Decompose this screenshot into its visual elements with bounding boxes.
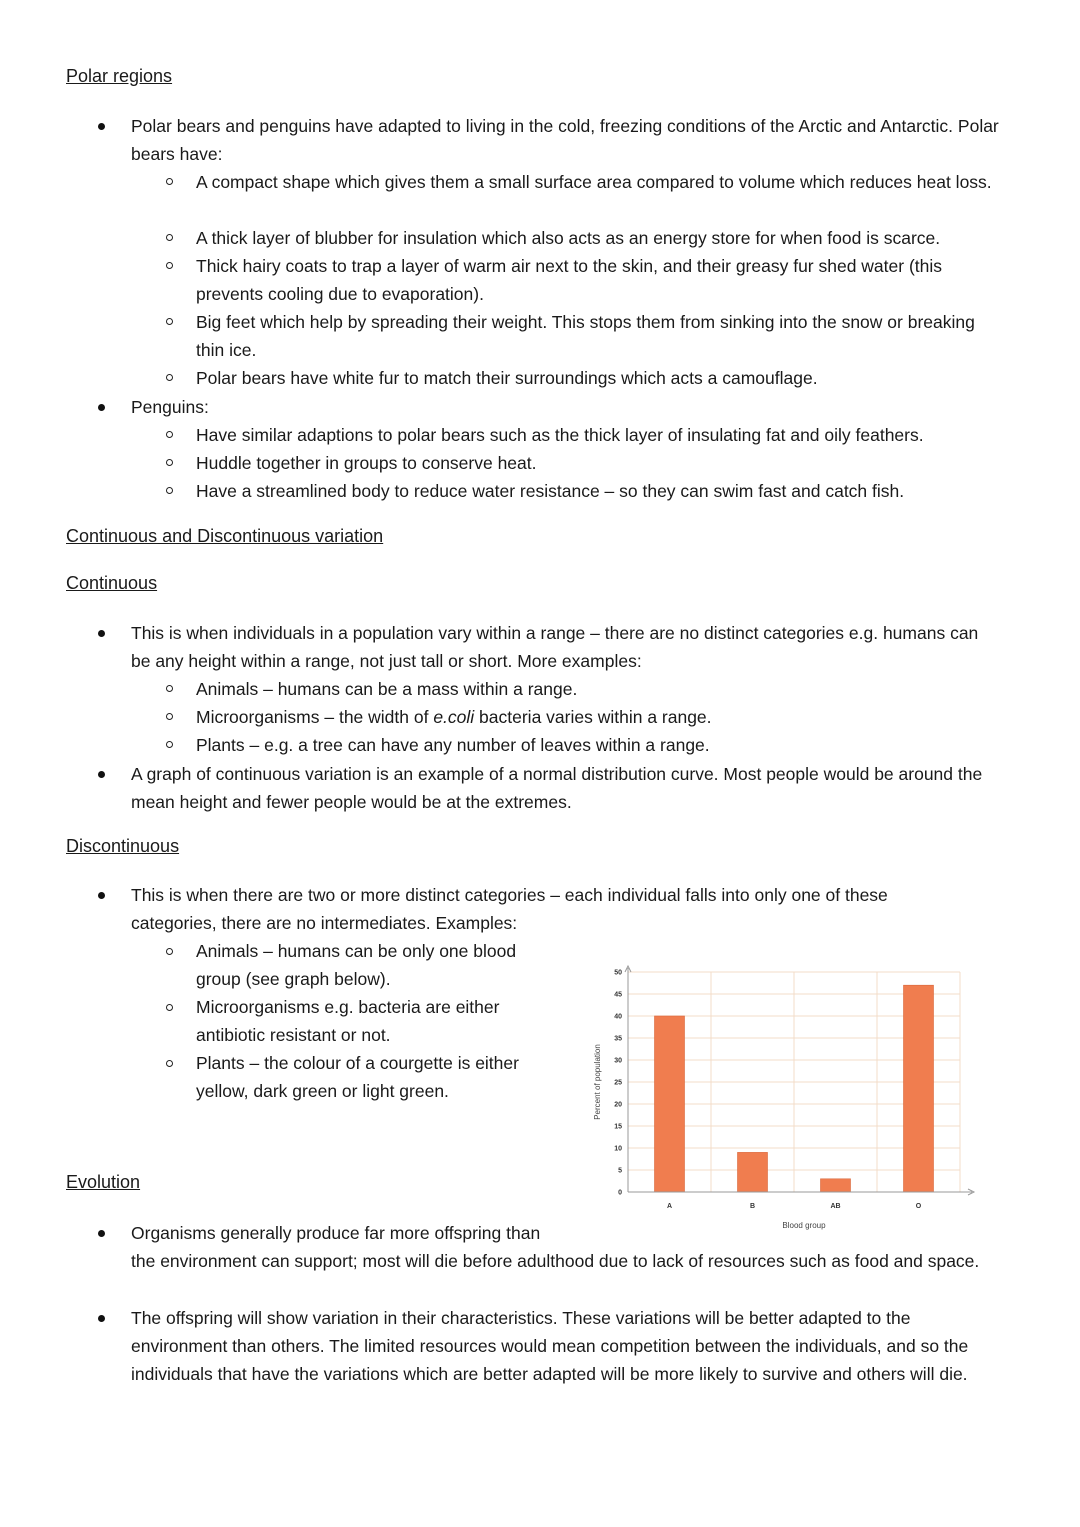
micro-text-before: Microorganisms – the width of [196, 707, 434, 727]
bullet-circle [166, 178, 173, 185]
bullet-circle [166, 948, 173, 955]
discontinuous-plants: Plants – the colour of a courgette is either yellow, dark green or light green. [196, 1053, 519, 1101]
y-tick-label: 0 [618, 1189, 622, 1197]
y-tick-label: 50 [614, 969, 622, 977]
bullet-dot [98, 1315, 105, 1322]
bullet-dot [98, 404, 105, 411]
continuous-animals: Animals – humans can be a mass within a range. [196, 679, 578, 699]
y-tick-label: 35 [614, 1035, 622, 1043]
discontinuous-intro: This is when there are two or more distinct categories – each individual falls into only one of these categories, there are no intermediates. Examples: [131, 885, 888, 933]
x-tick-label: A [666, 1203, 673, 1210]
bullet-dot [98, 123, 105, 130]
x-tick-label: AB [830, 1203, 841, 1210]
bullet-circle [166, 318, 173, 325]
penguin-adaptation-3: Have a streamlined body to reduce water resistance – so they can swim fast and catch fish. [196, 481, 905, 501]
bullet-circle [166, 374, 173, 381]
bar-b [738, 1152, 768, 1192]
micro-text-after: bacteria varies within a range. [474, 707, 712, 727]
x-tick-label: B [749, 1203, 756, 1210]
heading-variation: Continuous and Discontinuous variation [66, 526, 384, 546]
bullet-circle [166, 685, 173, 692]
bullet-circle [166, 1060, 173, 1067]
bullet-circle [166, 431, 173, 438]
bear-adaptation-2: A thick layer of blubber for insulation which also acts as an energy store for when food is scarce. [196, 228, 941, 248]
continuous-plants: Plants – e.g. a tree can have any number of leaves within a range. [196, 735, 710, 755]
heading-polar-regions: Polar regions [66, 66, 173, 86]
heading-continuous: Continuous [66, 573, 158, 593]
y-tick-label: 45 [614, 991, 622, 999]
y-tick-label: 40 [614, 1013, 622, 1021]
bear-adaptation-3: Thick hairy coats to trap a layer of warm air next to the skin, and their greasy fur shed water (this prevents cooling due to evaporation). [196, 256, 943, 304]
x-tick-label: O [915, 1203, 922, 1210]
discontinuous-microorganisms: Microorganisms e.g. bacteria are either antibiotic resistant or not. [196, 997, 500, 1045]
bar-ab [821, 1179, 851, 1192]
bullet-circle [166, 262, 173, 269]
bullet-circle [166, 713, 173, 720]
bullet-circle [166, 487, 173, 494]
bullet-circle [166, 1004, 173, 1011]
bullet-dot [98, 630, 105, 637]
bear-adaptation-4: Big feet which help by spreading their weight. This stops them from sinking into the snow or breaking thin ice. [196, 312, 975, 360]
discontinuous-animals: Animals – humans can be only one blood group (see graph below). [196, 941, 517, 989]
bullet-dot [98, 892, 105, 899]
y-axis-label: Percent of population [593, 1044, 602, 1120]
y-tick-label: 20 [614, 1101, 622, 1109]
bullet-circle [166, 234, 173, 241]
x-axis-label: Blood group [782, 1221, 826, 1230]
micro-text-italic: e.coli [433, 707, 475, 727]
penguins-label: Penguins: [131, 397, 209, 417]
polar-intro: Polar bears and penguins have adapted to living in the cold, freezing conditions of the Arctic and Antarctic. Polar bears have: [131, 116, 999, 164]
bar-o [904, 985, 934, 1192]
continuous-graph-note: A graph of continuous variation is an example of a normal distribution curve. Most people would be around the mean height and fewer people would be at the extremes. [131, 764, 983, 812]
y-tick-label: 25 [614, 1079, 622, 1087]
continuous-microorganisms [196, 703, 996, 731]
evolution-point-1-rest: the environment can support; most will die before adulthood due to lack of resources such as food and space. [131, 1251, 980, 1271]
heading-discontinuous: Discontinuous [66, 836, 180, 856]
bullet-dot [98, 1230, 105, 1237]
bear-adaptation-5: Polar bears have white fur to match their surroundings which acts a camouflage. [196, 368, 818, 388]
penguin-adaptation-1: Have similar adaptions to polar bears such as the thick layer of insulating fat and oily feathers. [196, 425, 924, 445]
bar-a [655, 1016, 685, 1192]
y-tick-label: 15 [614, 1123, 622, 1131]
penguin-adaptation-2: Huddle together in groups to conserve heat. [196, 453, 537, 473]
evolution-point-1 [131, 1219, 1001, 1275]
bullet-dot [98, 771, 105, 778]
blood-group-bar-chart [580, 960, 980, 1240]
heading-evolution: Evolution [66, 1172, 141, 1192]
bear-adaptation-1: A compact shape which gives them a small surface area compared to volume which reduces heat loss. [196, 172, 992, 192]
bullet-circle [166, 741, 173, 748]
bullet-circle [166, 459, 173, 466]
y-tick-label: 30 [614, 1057, 622, 1065]
y-tick-label: 5 [618, 1167, 622, 1175]
continuous-intro: This is when individuals in a population vary within a range – there are no distinct categories e.g. humans can be any height within a range, not just tall or short. More examples: [131, 623, 979, 671]
y-tick-label: 10 [614, 1145, 622, 1153]
evolution-point-1-line1: Organisms generally produce far more offspring than [131, 1223, 541, 1243]
evolution-point-2: The offspring will show variation in their characteristics. These variations will be better adapted to the environment than others. The limited resources would mean competition between the individuals, and so the individuals that have the variations which are better adapted will be more likely to survive and others will die. [131, 1308, 969, 1384]
